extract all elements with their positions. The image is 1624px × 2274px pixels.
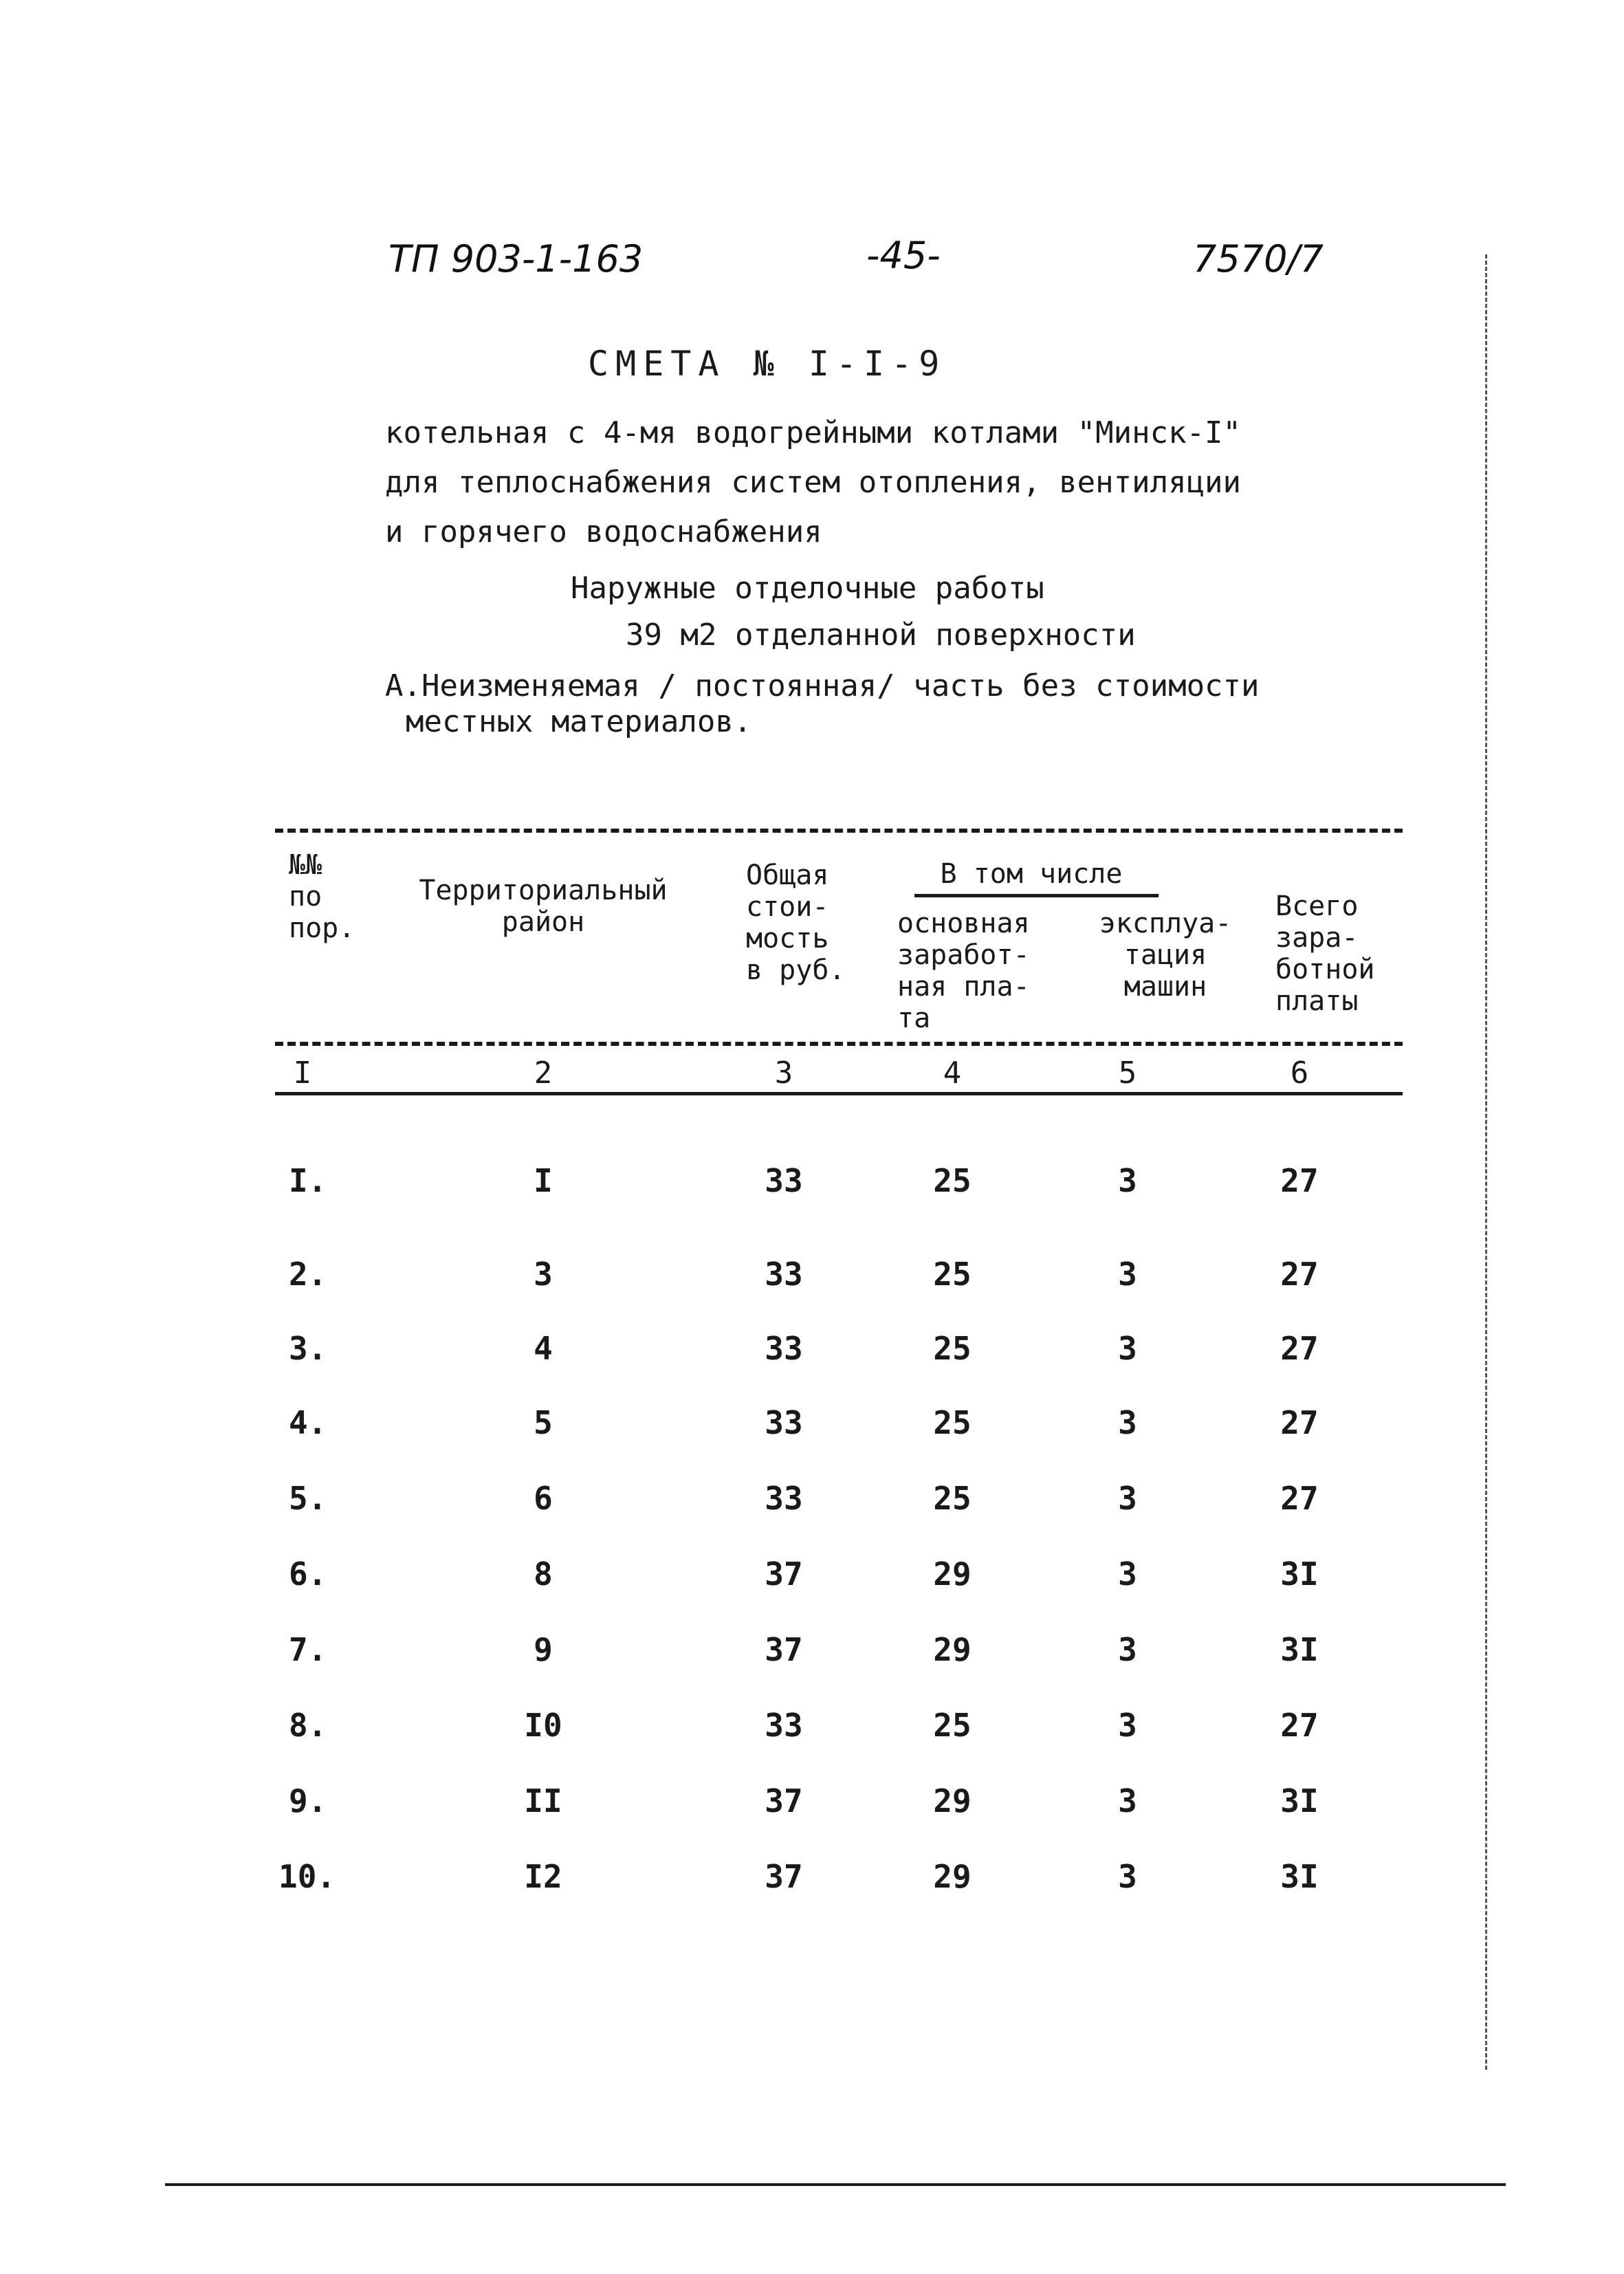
- total-cost: 33: [765, 1707, 803, 1744]
- machine-operation: 3: [1118, 1555, 1137, 1593]
- total-wage: 27: [1280, 1162, 1319, 1199]
- total-wage: 3I: [1280, 1631, 1319, 1668]
- region: 8: [534, 1555, 553, 1593]
- total-cost: 33: [765, 1162, 803, 1199]
- base-wage: 25: [933, 1162, 972, 1199]
- volume: 39 м2 отделанной поверхности: [626, 617, 1136, 653]
- total-wage: 27: [1280, 1256, 1319, 1293]
- total-wage: 27: [1280, 1480, 1319, 1517]
- total-cost: 33: [765, 1480, 803, 1517]
- row-number: 9.: [289, 1782, 327, 1819]
- section-line-2: местных материалов.: [406, 704, 752, 739]
- header-group-underline: [914, 894, 1159, 897]
- row-number: 8.: [289, 1707, 327, 1744]
- section-line-1: А.Неизменяемая / постоянная/ часть без стоимости: [385, 668, 1260, 703]
- total-cost: 33: [765, 1256, 803, 1293]
- machine-operation: 3: [1118, 1404, 1137, 1441]
- col-number-2: 2: [534, 1056, 553, 1091]
- page-number: -45-: [866, 234, 941, 277]
- total-cost: 37: [765, 1631, 803, 1668]
- total-cost: 37: [765, 1782, 803, 1819]
- header-col4: основная заработ- ная пла- та: [897, 908, 1030, 1034]
- base-wage: 25: [933, 1404, 972, 1441]
- region: I0: [524, 1707, 562, 1744]
- total-wage: 27: [1280, 1707, 1319, 1744]
- total-cost: 33: [765, 1404, 803, 1441]
- total-cost: 33: [765, 1330, 803, 1367]
- region: 3: [534, 1256, 553, 1293]
- region: 9: [534, 1631, 553, 1668]
- machine-operation: 3: [1118, 1631, 1137, 1668]
- page-bottom-rule: [165, 2183, 1506, 2186]
- region: 4: [534, 1330, 553, 1367]
- row-number: 6.: [289, 1555, 327, 1593]
- base-wage: 25: [933, 1330, 972, 1367]
- row-number: 7.: [289, 1631, 327, 1668]
- row-number: 3.: [289, 1330, 327, 1367]
- total-cost: 37: [765, 1858, 803, 1895]
- total-wage: 27: [1280, 1330, 1319, 1367]
- row-number: 4.: [289, 1404, 327, 1441]
- col-number-6: 6: [1290, 1056, 1309, 1091]
- base-wage: 29: [933, 1631, 972, 1668]
- machine-operation: 3: [1118, 1480, 1137, 1517]
- total-cost: 37: [765, 1555, 803, 1593]
- region: I2: [524, 1858, 562, 1895]
- row-number: 2.: [289, 1256, 327, 1293]
- row-number: 10.: [278, 1858, 336, 1895]
- region: 5: [534, 1404, 553, 1441]
- document-code: ТП 903-1-163: [388, 237, 644, 281]
- machine-operation: 3: [1118, 1707, 1137, 1744]
- row-number: 5.: [289, 1480, 327, 1517]
- region: I: [534, 1162, 553, 1199]
- estimate-title: СМЕТА № I-I-9: [588, 344, 947, 384]
- machine-operation: 3: [1118, 1256, 1137, 1293]
- col-number-3: 3: [774, 1056, 793, 1091]
- header-col1: №№ по пор.: [289, 849, 355, 944]
- subtitle-line-2: для теплоснабжения систем отопления, вентиляции: [385, 465, 1242, 500]
- margin-line: [1485, 254, 1487, 2070]
- header-col5: эксплуа- тация машин: [1099, 908, 1232, 1003]
- total-wage: 3I: [1280, 1782, 1319, 1819]
- base-wage: 29: [933, 1858, 972, 1895]
- machine-operation: 3: [1118, 1330, 1137, 1367]
- base-wage: 25: [933, 1480, 972, 1517]
- base-wage: 25: [933, 1256, 972, 1293]
- machine-operation: 3: [1118, 1858, 1137, 1895]
- row-number: I.: [289, 1162, 327, 1199]
- sheet-number: 7570/7: [1193, 237, 1324, 281]
- col-number-1: I: [293, 1056, 312, 1091]
- work-type: Наружные отделочные работы: [571, 571, 1044, 606]
- total-wage: 3I: [1280, 1555, 1319, 1593]
- col-number-5: 5: [1118, 1056, 1137, 1091]
- region: II: [524, 1782, 562, 1819]
- col-numbers-rule: [275, 1092, 1403, 1095]
- header-col6: Всего зара- ботной платы: [1275, 890, 1375, 1017]
- header-col3: Общая стои- мость в руб.: [746, 860, 846, 986]
- subtitle-line-3: и горячего водоснабжения: [385, 514, 822, 549]
- total-wage: 27: [1280, 1404, 1319, 1441]
- base-wage: 29: [933, 1555, 972, 1593]
- region: 6: [534, 1480, 553, 1517]
- total-wage: 3I: [1280, 1858, 1319, 1895]
- header-bottom-rule: [275, 1042, 1403, 1046]
- header-group: В том числе: [940, 858, 1123, 890]
- table-top-rule: [275, 829, 1403, 833]
- base-wage: 29: [933, 1782, 972, 1819]
- header-col2: Территориальный район: [419, 875, 668, 938]
- subtitle-line-1: котельная с 4-мя водогрейными котлами "Минск-I": [385, 415, 1242, 450]
- machine-operation: 3: [1118, 1782, 1137, 1819]
- base-wage: 25: [933, 1707, 972, 1744]
- col-number-4: 4: [943, 1056, 962, 1091]
- machine-operation: 3: [1118, 1162, 1137, 1199]
